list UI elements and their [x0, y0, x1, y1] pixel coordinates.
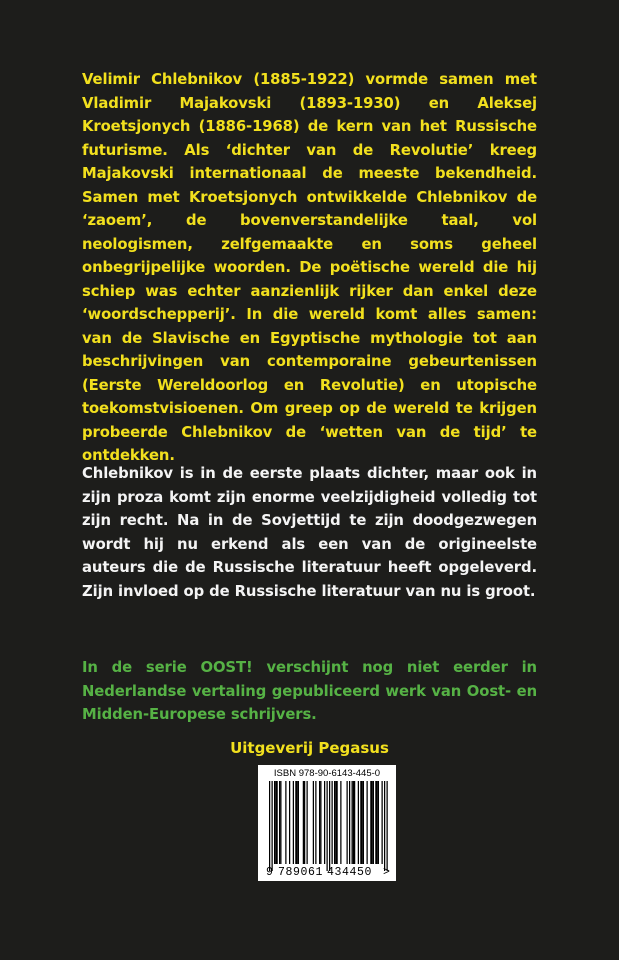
barcode-end-marker: > — [383, 866, 390, 879]
barcode-bar — [354, 781, 355, 864]
barcode-bar — [372, 781, 373, 864]
series-paragraph-green: In de serie OOST! verschijnt nog niet eerder in Nederlandse vertaling gepubliceerd werk van Oost- en Midden-Europese schrijvers. — [82, 659, 537, 723]
publisher-name: Uitgeverij Pegasus — [230, 739, 389, 757]
barcode-bar — [375, 781, 376, 864]
barcode-bar — [297, 781, 298, 864]
barcode-bar — [349, 781, 350, 864]
description-paragraph-white: Chlebnikov is in de eerste plaats dichter, maar ook in zijn proza komt zijn enorme veelzijdigheid volledig tot zijn recht. Na in de Sovjettijd te zijn doodgezwegen wordt hij nu erkend als een van de origineelste auteurs die de Russische literatuur heeft opgeleverd. Zijn invloed op de Russische literatuur van nu is groot. — [82, 465, 537, 600]
barcode-bar — [274, 781, 275, 864]
description-paragraph-yellow: Velimir Chlebnikov (1885-1922) vormde samen met Vladimir Majakovski (1893-1930) en Aleksej Kroetsjonych (1886-1968) de kern van het Russische futurisme. Als ‘dichter van de Revolutie’ kreeg Majakovski internationaal de meeste bekendheid. Samen met Kroetsjonych ontwikkelde Chlebnikov de ‘zaoem’, de bovenverstandelijke taal, vol neologismen, zelfgemaakte en soms geheel onbegrijpelijke woorden. De poëtische wereld die hij schiep was echter aanzienlijk rijker dan enkel deze ‘woordschepperij’. In die wereld komt alles samen: van de Slavische en Egyptische mythologie tot aan beschrijvingen van contemporaine gebeurtenissen (Eerste Wereldoorlog en Revolutie) en utopische toekomstvisioenen. Om greep op de wereld te krijgen probeerde Chlebnikov de ‘wetten van de tijd’ te ontdekken. — [82, 71, 537, 464]
barcode-bar — [353, 781, 354, 864]
barcode-bar — [373, 781, 374, 864]
barcode-bar — [275, 781, 276, 864]
barcode-bar — [340, 781, 341, 864]
barcode-bar — [289, 781, 290, 864]
isbn-label: ISBN 978-90-6143-445-0 — [273, 768, 381, 779]
barcode-bar — [279, 781, 280, 864]
barcode-bar — [334, 781, 335, 864]
barcode-bar — [377, 781, 378, 864]
barcode-bar — [313, 781, 314, 864]
barcode-bar — [272, 781, 273, 871]
barcode-bar — [329, 781, 330, 871]
barcode-digit-group-right: 434450 — [327, 866, 373, 879]
barcode-bar — [319, 781, 320, 864]
barcode-bar — [362, 781, 363, 864]
barcode-bar — [324, 781, 325, 864]
barcode-bars — [258, 765, 396, 881]
barcode-bar — [315, 781, 316, 864]
barcode-bar — [304, 781, 305, 864]
barcode-bar — [293, 781, 294, 864]
barcode-bar — [277, 781, 278, 864]
barcode-bar — [295, 781, 296, 864]
barcode-bar — [332, 781, 333, 864]
barcode-bar — [307, 781, 308, 864]
barcode-bar — [370, 781, 371, 864]
barcode-bar — [358, 781, 359, 864]
barcode-bar — [347, 781, 348, 864]
barcode-bar — [280, 781, 281, 864]
barcode-bar — [352, 781, 353, 864]
barcode-bar — [320, 781, 321, 864]
barcode-bar — [387, 781, 388, 871]
barcode-bar — [384, 781, 385, 871]
barcode-bar — [367, 781, 368, 864]
barcode-bar — [363, 781, 364, 864]
barcode-bar — [382, 781, 383, 864]
barcode-first-digit: 9 — [266, 866, 273, 879]
barcode-bar — [337, 781, 338, 864]
barcode-bar — [335, 781, 336, 864]
barcode-bar — [360, 781, 361, 864]
barcode-bar — [378, 781, 379, 864]
barcode-bar — [303, 781, 304, 864]
barcode-digit-group-left: 789061 — [278, 866, 324, 879]
isbn-barcode — [258, 765, 396, 881]
barcode-bar — [327, 781, 328, 871]
barcode-bar — [298, 781, 299, 864]
barcode-bar — [285, 781, 286, 864]
barcode-bar — [269, 781, 270, 871]
